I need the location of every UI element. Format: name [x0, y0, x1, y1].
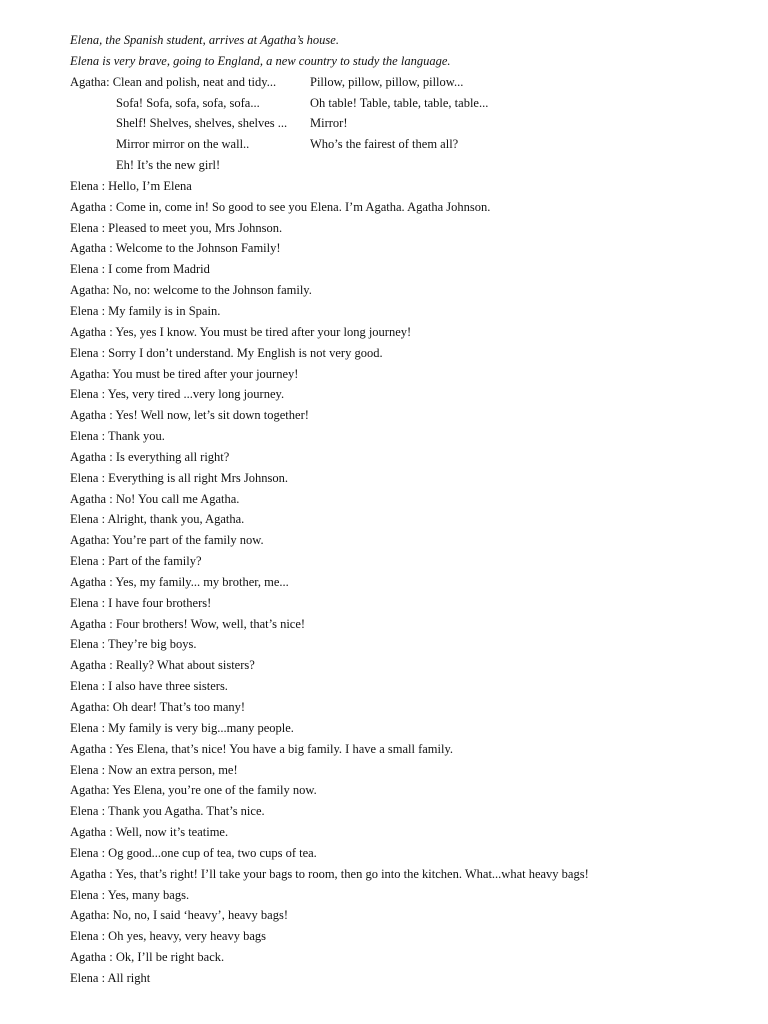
dialogue-line: Agatha : Yes, yes I know. You must be tired after your long journey! [70, 324, 412, 339]
dialogue-line: Elena : Pleased to meet you, Mrs Johnson. [70, 220, 283, 235]
dialogue-line: Agatha : Welcome to the Johnson Family! [70, 241, 281, 256]
dialogue-line: Elena : My family is in Spain. [70, 303, 221, 318]
dialogue-line: Elena : Thank you Agatha. That’s nice. [70, 804, 265, 819]
song-left: Shelf! Shelves, shelves, shelves ... [116, 116, 288, 131]
dialogue-line: Agatha : Four brothers! Wow, well, that’s nice! [70, 616, 306, 631]
song-right: Who’s the fairest of them all? [310, 137, 459, 152]
document-page [70, 30, 730, 989]
dialogue-line: Elena : Yes, many bags. [70, 887, 190, 902]
song-right: Oh table! Table, table, table, table... [310, 95, 489, 110]
intro-line: Elena, the Spanish student, arrives at Agatha’s house. [70, 33, 339, 47]
intro-line: Elena is very brave, going to England, a new country to study the language. [70, 53, 451, 68]
dialogue-line: Agatha : Yes! Well now, let’s sit down together! [70, 408, 309, 423]
song-block [70, 72, 730, 176]
dialogue-line: Elena : Oh yes, heavy, very heavy bags [70, 929, 266, 944]
song-row [70, 93, 730, 114]
dialogue-line: Elena : All right [70, 970, 151, 985]
dialogue-block [70, 176, 730, 989]
dialogue-line: Agatha: No, no, I said ‘heavy’, heavy bags! [70, 908, 288, 923]
dialogue-line: Agatha: You’re part of the family now. [70, 533, 264, 548]
dialogue-line: Agatha: Yes Elena, you’re one of the family now. [70, 783, 317, 798]
song-left: Agatha: Clean and polish, neat and tidy... [70, 74, 277, 89]
dialogue-line: Elena : Everything is all right Mrs Johnson. [70, 470, 289, 485]
song-row [70, 113, 730, 134]
dialogue-line: Elena : Hello, I’m Elena [70, 178, 192, 193]
dialogue-line: Agatha : Yes, my family... my brother, me... [70, 574, 289, 589]
dialogue-line: Agatha : Really? What about sisters? [70, 658, 255, 673]
dialogue-line: Agatha : Ok, I’ll be right back. [70, 950, 225, 965]
dialogue-line: Elena : I have four brothers! [70, 595, 212, 610]
dialogue-line: Elena : Og good...one cup of tea, two cups of tea. [70, 845, 317, 860]
dialogue-line: Elena : Part of the family? [70, 554, 202, 569]
song-left: Eh! It’s the new girl! [116, 158, 221, 173]
dialogue-line: Elena : Alright, thank you, Agatha. [70, 512, 245, 527]
dialogue-line: Agatha: No, no: welcome to the Johnson family. [70, 283, 312, 298]
song-right: Mirror! [310, 116, 348, 131]
dialogue-line: Elena : Sorry I don’t understand. My English is not very good. [70, 345, 383, 360]
song-left: Sofa! Sofa, sofa, sofa, sofa... [116, 95, 260, 110]
dialogue-line: Agatha: Oh dear! That’s too many! [70, 700, 246, 714]
song-row [70, 155, 730, 176]
dialogue-line: Agatha : Come in, come in! So good to see you Elena. I’m Agatha. Agatha Johnson. [70, 199, 491, 214]
song-row [70, 134, 730, 155]
dialogue-line: Agatha : Yes Elena, that’s nice! You have a big family. I have a small family. [70, 741, 454, 756]
dialogue-line: Agatha : Well, now it’s teatime. [70, 825, 229, 840]
dialogue-line: Elena : Now an extra person, me! [70, 762, 238, 777]
dialogue-line: Elena : I come from Madrid [70, 262, 210, 277]
dialogue-line: Agatha: You must be tired after your journey! [70, 366, 299, 381]
dialogue-line: Elena : They’re big boys. [70, 637, 197, 652]
song-left: Mirror mirror on the wall.. [116, 137, 250, 152]
song-right: Pillow, pillow, pillow, pillow... [310, 74, 464, 89]
dialogue-line: Elena : My family is very big...many people. [70, 720, 294, 735]
dialogue-line: Elena : Yes, very tired ...very long journey. [70, 387, 285, 402]
dialogue-line: Agatha : Is everything all right? [70, 449, 230, 464]
song-row [70, 72, 730, 93]
dialogue-line: Agatha : No! You call me Agatha. [70, 491, 240, 506]
dialogue-line: Agatha : Yes, that’s right! I’ll take your bags to room, then go into the kitchen. What...what heavy bags! [70, 866, 589, 881]
dialogue-line: Elena : I also have three sisters. [70, 679, 228, 694]
dialogue-line: Elena : Thank you. [70, 429, 165, 444]
